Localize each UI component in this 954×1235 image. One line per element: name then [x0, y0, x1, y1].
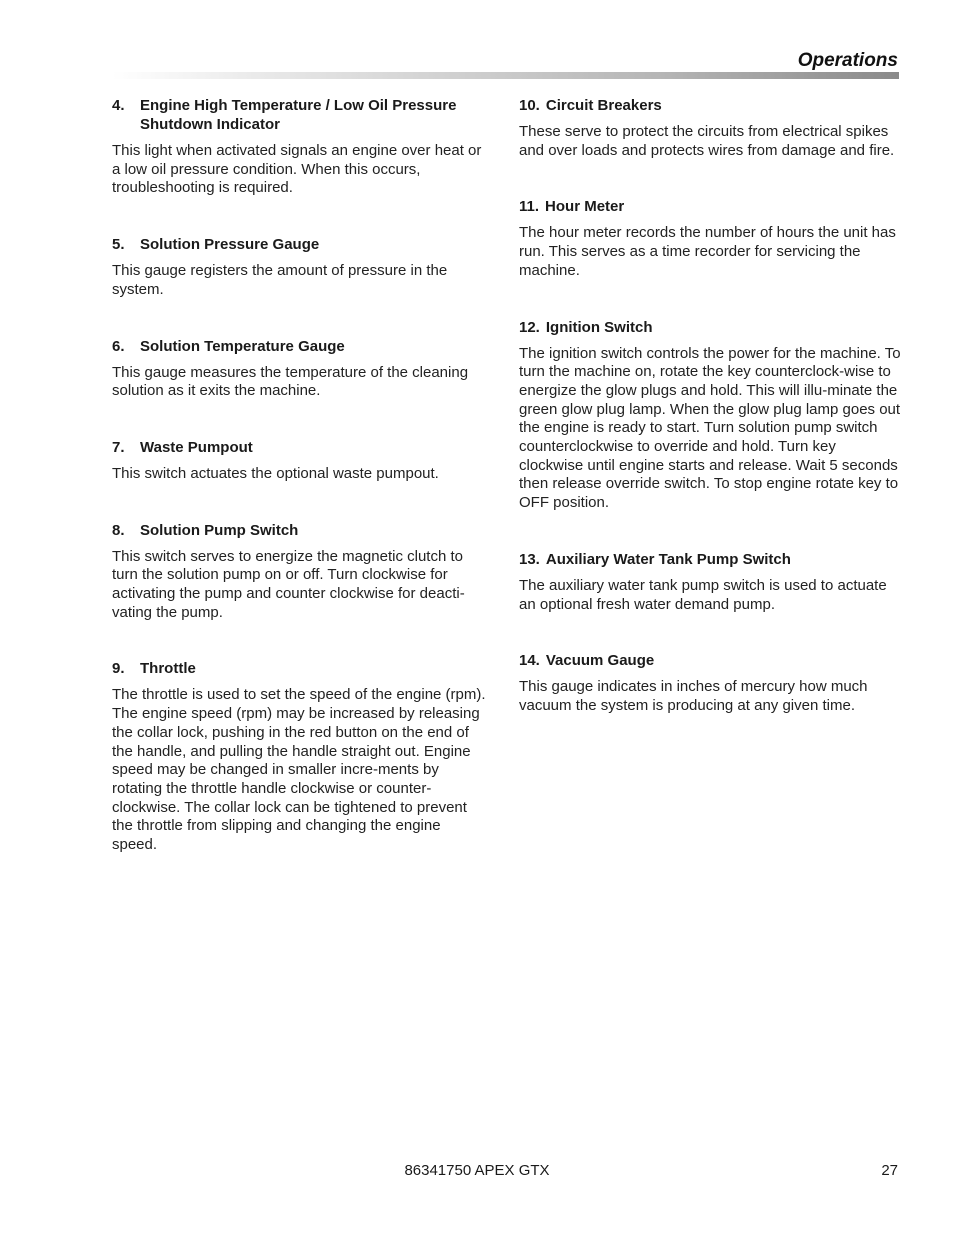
- section-8: [112, 521, 487, 623]
- section-body: This switch serves to energize the magnetic clutch to turn the solution pump on or off. Turn clockwise for activating the pump and counter clockwise for deacti-vating the pump.: [112, 547, 465, 621]
- section-title: Solution Temperature Gauge: [140, 337, 345, 355]
- section-body: This light when activated signals an engine over heat or a low oil pressure condition. When this occurs, troubleshooting is required.: [112, 142, 482, 197]
- section-5: [112, 235, 487, 299]
- section-heading: [519, 651, 903, 670]
- section-4: [112, 96, 487, 198]
- page-number: 27: [881, 1162, 898, 1179]
- section-heading: [112, 337, 487, 356]
- section-title: Ignition Switch: [545, 318, 653, 336]
- section-number: 13.: [519, 550, 540, 568]
- section-heading: [519, 550, 903, 569]
- section-body: This switch actuates the optional waste pumpout.: [112, 464, 439, 482]
- section-title: Hour Meter: [545, 198, 625, 216]
- footer-document-id: 86341750 APEX GTX: [404, 1162, 550, 1179]
- section-body: This gauge indicates in inches of mercury how much vacuum the system is producing at any given time.: [519, 678, 868, 714]
- page-section-title: Operations: [797, 50, 898, 71]
- section-body: The auxiliary water tank pump switch is used to actuate an optional fresh water demand pump.: [519, 576, 887, 613]
- section-heading: [112, 235, 487, 254]
- section-title: Waste Pumpout: [140, 438, 253, 456]
- section-7: [112, 438, 487, 484]
- section-13: [519, 550, 903, 614]
- section-6: [112, 337, 487, 401]
- section-title: Throttle: [140, 660, 196, 678]
- section-number: 12.: [519, 318, 540, 336]
- section-heading: [519, 318, 903, 337]
- section-body: The hour meter records the number of hours the unit has run. This serves as a time recorder for servicing the machine.: [519, 224, 896, 279]
- section-number: 11.: [519, 198, 540, 216]
- section-heading: [112, 521, 487, 540]
- section-10: [519, 96, 903, 160]
- section-9: [112, 659, 487, 854]
- left-column: [112, 96, 487, 892]
- section-title: Engine High Temperature / Low Oil Pressure Shutdown Indicator: [140, 97, 457, 133]
- right-column: [519, 96, 903, 753]
- section-heading: [519, 197, 903, 216]
- section-title: Auxiliary Water Tank Pump Switch: [545, 550, 791, 568]
- section-body: These serve to protect the circuits from electrical spikes and over loads and protects wires from damage and fire.: [519, 123, 895, 159]
- section-title: Solution Pressure Gauge: [140, 236, 320, 254]
- section-title: Solution Pump Switch: [140, 521, 299, 539]
- section-number: 4.: [112, 97, 125, 114]
- section-number: 10.: [519, 97, 540, 114]
- section-heading: [112, 659, 487, 678]
- section-number: 5.: [112, 236, 125, 254]
- section-number: 7.: [112, 438, 125, 456]
- section-title: Circuit Breakers: [545, 97, 662, 114]
- section-11: [519, 197, 903, 280]
- section-body: This gauge registers the amount of pressure in the system.: [112, 262, 448, 298]
- section-14: [519, 651, 903, 715]
- section-number: 14.: [519, 652, 540, 670]
- section-number: 8.: [112, 521, 125, 539]
- section-body: This gauge measures the temperature of the cleaning solution as it exits the machine.: [112, 363, 469, 400]
- section-number: 6.: [112, 337, 125, 355]
- section-number: 9.: [112, 660, 125, 678]
- header-rule: [112, 72, 899, 79]
- section-body: The ignition switch controls the power for the machine. To turn the machine on, rotate the key counterclock-wise to energize the glow plugs and hold. This will illu-minate the green glow plug lamp. When the glow plug lamp goes out the engine is ready to start. Turn solution pump switch counterclockwise to override and hold. Turn key clockwise until engine starts and release. Wait 5 seconds then release override switch. To stop engine rotate key to OFF position.: [519, 344, 901, 512]
- section-heading: [519, 96, 903, 115]
- section-body: The throttle is used to set the speed of the engine (rpm). The engine speed (rpm) may be increased by releasing the collar lock, pushing in the red button on the end of the handle, and pulling the handle straight out. Engine speed may be changed in smaller incre-ments by rotating the throttle handle clockwise or counter-clockwise. The collar lock can be tightened to prevent the throttle from slipping and changing the engine speed.: [112, 686, 486, 854]
- section-heading: [112, 96, 487, 134]
- section-12: [519, 318, 903, 513]
- section-heading: [112, 438, 487, 457]
- section-title: Vacuum Gauge: [545, 652, 655, 670]
